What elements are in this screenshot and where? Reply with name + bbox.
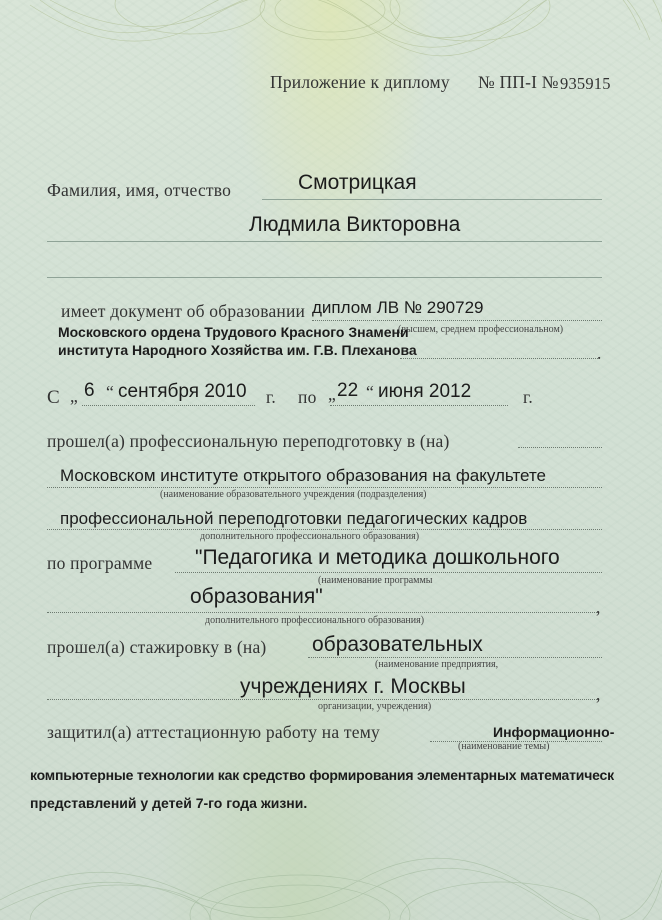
internship-line1: образовательных: [312, 633, 483, 656]
program-line2-dots: [47, 612, 597, 613]
internship-line2: учреждениях г. Москвы: [240, 675, 466, 698]
program-line2: образования": [190, 585, 323, 608]
education-document-value: диплом ЛВ № 290729: [312, 298, 484, 317]
document-number: 935915: [560, 74, 611, 93]
education-document-dots: [312, 320, 602, 321]
retraining-hint2: дополнительного профессионального образования): [200, 531, 420, 542]
program-line1-dots: [175, 572, 602, 573]
institution-dots: [400, 358, 598, 359]
program-comma: ,: [596, 597, 601, 617]
internship-hint2: организации, учреждения): [318, 701, 432, 712]
retraining-faculty: профессиональной переподготовки педагогических кадров: [60, 509, 528, 528]
start-day: 6: [84, 380, 95, 401]
thesis-topic-line3: представлений у детей 7-го года жизни.: [30, 795, 308, 811]
end-open-quote: „: [328, 384, 336, 404]
institution-period: .: [597, 343, 602, 363]
thesis-hint: (наименование темы): [458, 741, 550, 752]
start-date-dots: [82, 405, 255, 406]
thesis-topic-line2: компьютерные технологии как средство формирования элементарных математическ: [30, 767, 614, 783]
surname: Смотрицкая: [298, 171, 417, 194]
end-month-year: июня 2012: [378, 381, 472, 402]
program-hint2: дополнительного профессионального образования): [205, 615, 425, 626]
retraining-hint1: (наименование образовательного учреждения (подразделения): [160, 489, 427, 500]
start-close-quote: “: [106, 382, 114, 402]
education-document-label: имеет документ об образовании: [61, 301, 306, 321]
thesis-topic-start: Информационно-: [493, 724, 615, 740]
internship-line2-dots: [47, 699, 597, 700]
fio-label: Фамилия, имя, отчество: [47, 180, 232, 200]
internship-line1-dots: [308, 657, 602, 658]
end-close-quote: “: [366, 382, 374, 402]
retraining-institution-dots: [47, 487, 602, 488]
blank-line: [47, 277, 602, 278]
education-document-hint: (высшем, среднем профессиональном): [398, 324, 564, 335]
retraining-label-dots: [518, 447, 602, 448]
retraining-institution: Московском институте открытого образования на факультете: [60, 466, 546, 485]
given-names: Людмила Викторовна: [249, 213, 461, 236]
given-names-line: [47, 241, 602, 242]
program-label: по программе: [47, 553, 153, 573]
retraining-label: прошел(а) профессиональную переподготовку в (на): [47, 431, 450, 451]
internship-label: прошел(а) стажировку в (на): [47, 637, 267, 657]
top-guilloche-ornament: [0, 0, 662, 70]
program-line1: "Педагогика и методика дошкольного: [195, 546, 560, 569]
start-open-quote: „: [70, 386, 78, 406]
appendix-label: Приложение к диплому: [270, 72, 450, 92]
bottom-guilloche-ornament: [0, 840, 662, 920]
start-month-year: сентября 2010: [118, 381, 247, 402]
end-date-dots: [330, 405, 508, 406]
retraining-faculty-dots: [47, 529, 602, 530]
g-label-2: г.: [523, 387, 533, 407]
internship-comma: ,: [596, 684, 601, 704]
po-label: по: [298, 387, 317, 407]
institution-line2: института Народного Хозяйства им. Г.В. Плеханова: [58, 342, 417, 358]
surname-line: [262, 199, 602, 200]
series-label: № ПП-I №: [478, 72, 559, 92]
end-day: 22: [337, 380, 359, 401]
period-c-label: С: [47, 387, 60, 408]
g-label-1: г.: [266, 387, 276, 407]
thesis-label: защитил(а) аттестационную работу на тему: [47, 722, 380, 742]
institution-line1: Московского ордена Трудового Красного Знамени: [58, 324, 409, 340]
internship-hint1: (наименование предприятия,: [375, 659, 499, 670]
program-hint1: (наименование программы: [318, 575, 433, 586]
